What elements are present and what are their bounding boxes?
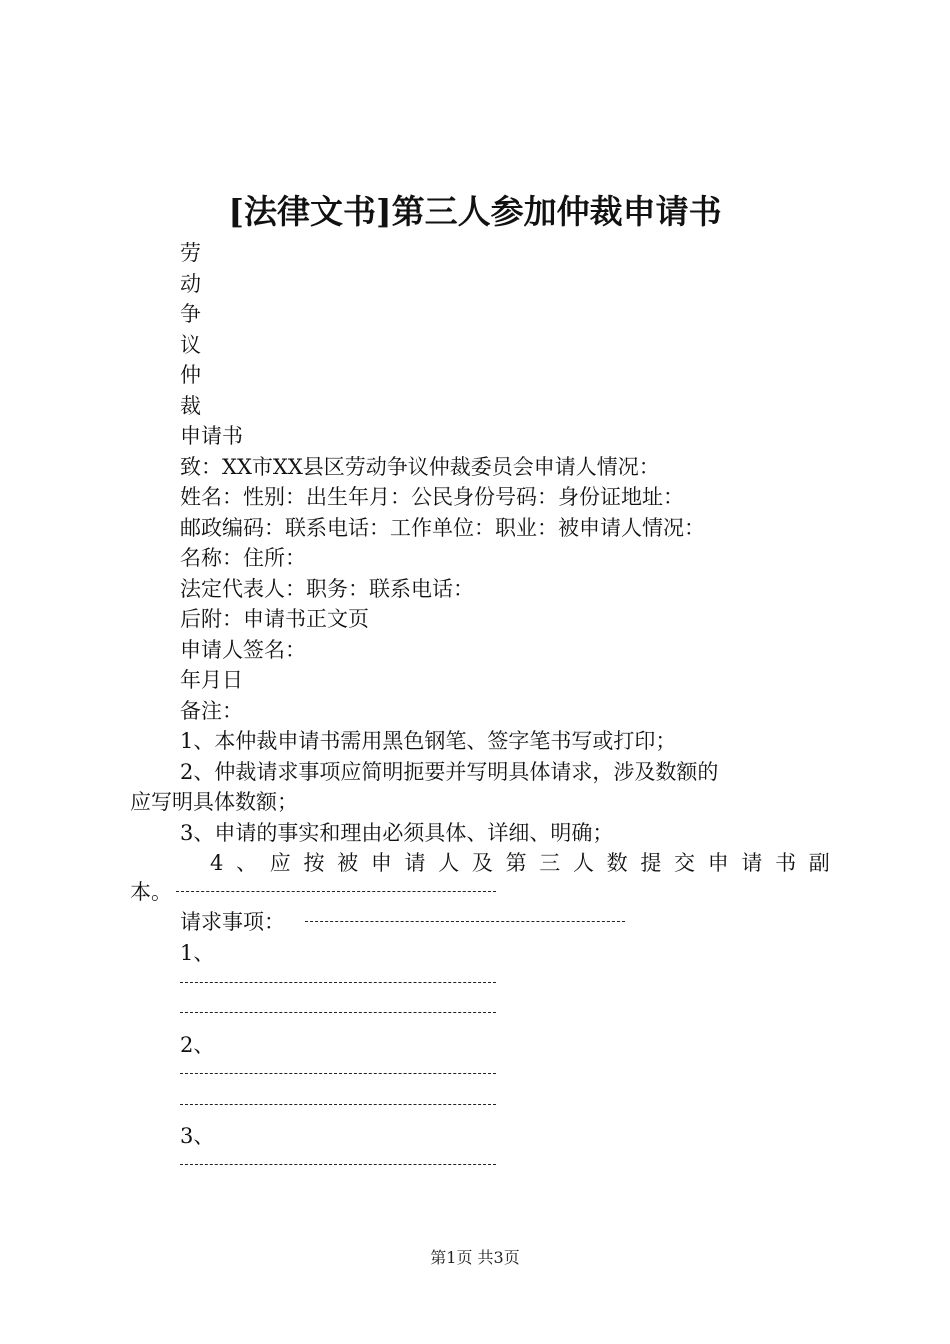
attachment-line: 后附：申请书正文页 bbox=[180, 607, 369, 631]
note-4-char: 申 bbox=[370, 851, 392, 875]
note-4-char: 交 bbox=[674, 851, 695, 875]
signature-line: 申请人签名： bbox=[180, 638, 306, 662]
respondent-name-line: 名称：住所： bbox=[180, 546, 306, 570]
legal-rep-line: 法定代表人：职务：联系电话： bbox=[180, 577, 474, 601]
note-3: 3、申请的事实和理由必须具体、详细、明确； bbox=[180, 821, 614, 845]
vertical-heading-char: 劳 bbox=[180, 241, 201, 265]
vertical-heading-char: 仲 bbox=[180, 363, 201, 387]
claims-label: 请求事项： bbox=[180, 910, 285, 934]
claim-item-3: 3、 bbox=[180, 1124, 215, 1148]
note-4-char: 请 bbox=[741, 851, 763, 875]
contact-info-line: 邮政编码：联系电话：工作单位：职业：被申请人情况： bbox=[180, 516, 705, 540]
note-4-char: 书 bbox=[775, 851, 797, 875]
applicant-info-line: 姓名：性别：出生年月：公民身份号码：身份证地址： bbox=[180, 485, 684, 509]
note-4-char: 提 bbox=[640, 851, 662, 875]
note-4-char: 副 bbox=[808, 851, 830, 875]
page-footer: 第1页 共3页 bbox=[430, 1248, 520, 1267]
note-4-char: 、 bbox=[236, 851, 258, 875]
vertical-heading-char: 争 bbox=[180, 302, 201, 326]
document-title: [法律文书]第三人参加仲裁申请书 bbox=[228, 192, 722, 231]
blank-fill-line bbox=[180, 1104, 496, 1105]
note-4-char: 及 bbox=[471, 851, 493, 875]
note-4-char: 人 bbox=[572, 851, 594, 875]
note-4-char: 申 bbox=[707, 851, 729, 875]
blank-fill-line bbox=[180, 982, 496, 983]
note-4-line-2: 本。 bbox=[130, 880, 172, 904]
blank-fill-line bbox=[180, 1164, 496, 1165]
vertical-heading-char: 裁 bbox=[180, 394, 201, 418]
note-4-char: 三 bbox=[539, 851, 561, 875]
blank-fill-line bbox=[176, 891, 496, 892]
note-4-char: 人 bbox=[438, 851, 460, 875]
note-1: 1、本仲裁申请书需用黑色钢笔、签字笔书写或打印； bbox=[180, 729, 677, 753]
blank-fill-line bbox=[180, 1012, 496, 1013]
note-4-char: 数 bbox=[606, 851, 628, 875]
blank-fill-line bbox=[305, 921, 625, 922]
claim-item-1: 1、 bbox=[180, 941, 215, 965]
vertical-heading-char: 动 bbox=[180, 272, 201, 296]
notes-label: 备注： bbox=[180, 699, 243, 723]
note-4-char: 应 bbox=[269, 851, 291, 875]
note-4-line-1 bbox=[180, 848, 830, 878]
note-4-char: 第 bbox=[505, 851, 527, 875]
note-4-char: 被 bbox=[337, 851, 359, 875]
date-line: 年月日 bbox=[180, 668, 243, 692]
heading-tail: 申请书 bbox=[180, 424, 243, 448]
vertical-heading-char: 议 bbox=[180, 333, 201, 357]
note-4-char: 按 bbox=[303, 851, 325, 875]
note-4-char: 4 bbox=[210, 851, 224, 875]
blank-fill-line bbox=[180, 1073, 496, 1074]
claim-item-2: 2、 bbox=[180, 1033, 215, 1057]
note-4-char: 请 bbox=[404, 851, 426, 875]
note-2-line-2: 应写明具体数额； bbox=[130, 790, 298, 814]
addressee-line: 致：XX市XX县区劳动争议仲裁委员会申请人情况： bbox=[180, 455, 660, 479]
note-2-line-1: 2、仲裁请求事项应简明扼要并写明具体请求，涉及数额的 bbox=[180, 760, 719, 784]
